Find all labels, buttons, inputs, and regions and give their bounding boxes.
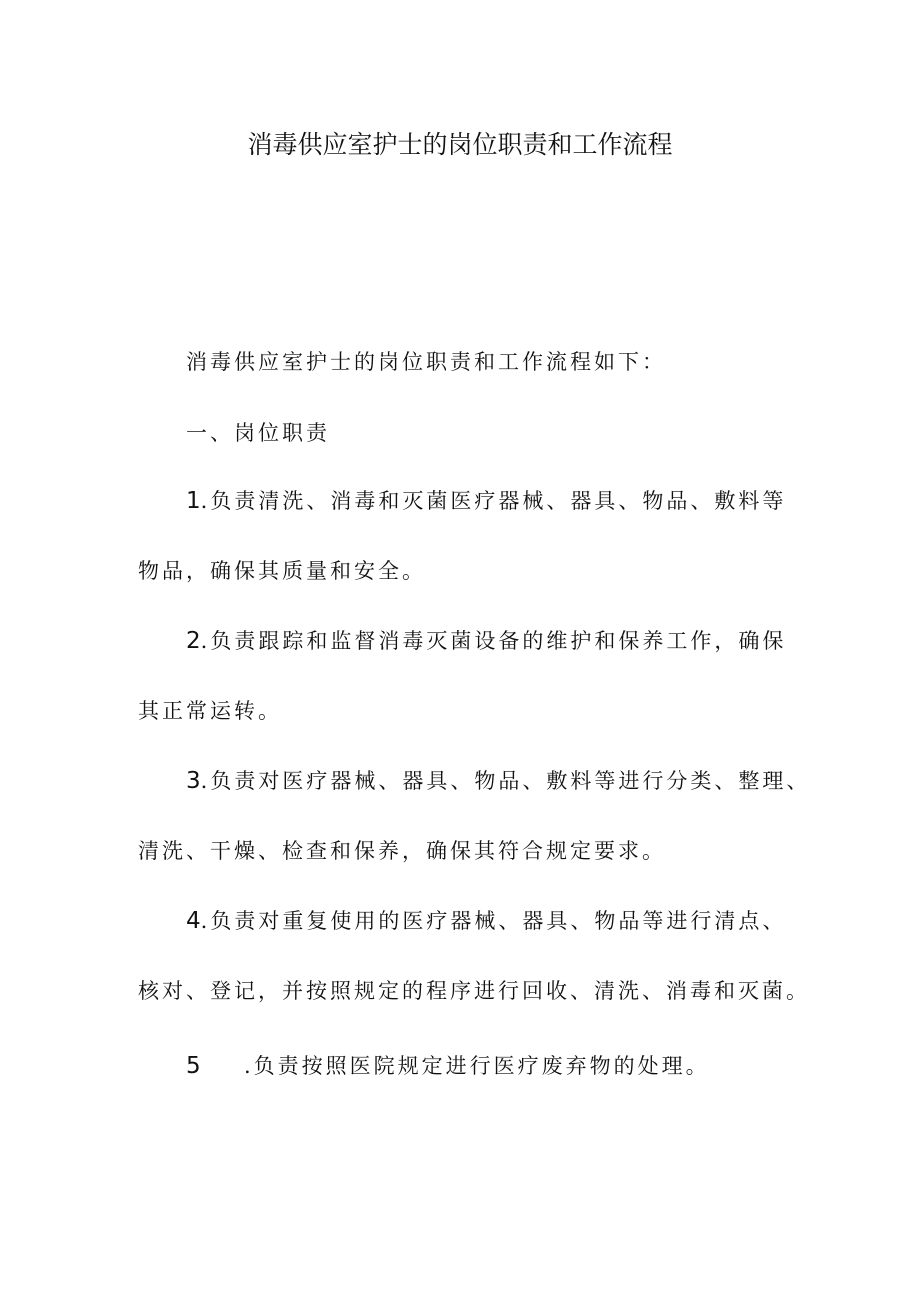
list-item-2-line-1 <box>186 626 786 656</box>
list-item-text: .负责对重复使用的医疗器械、器具、物品等进行清点、 <box>200 909 787 933</box>
list-item-text: .负责清洗、消毒和灭菌医疗器械、器具、物品、敷料等 <box>200 489 787 513</box>
section-heading: 一、岗位职责 <box>186 421 330 445</box>
list-item-5-line-1 <box>186 1051 710 1081</box>
list-item-text: .负责按照医院规定进行医疗废弃物的处理。 <box>244 1054 710 1078</box>
document-title: 消毒供应室护士的岗位职责和工作流程 <box>247 130 673 159</box>
list-item-4-line-1 <box>186 906 786 936</box>
list-item-number: 2 <box>186 628 201 654</box>
list-item-number: 3 <box>186 768 201 794</box>
list-item-number: 1 <box>186 488 201 514</box>
list-item-text: .负责跟踪和监督消毒灭菌设备的维护和保养工作，确保 <box>200 629 787 653</box>
list-item-3-line-2: 清洗、干燥、检查和保养，确保其符合规定要求。 <box>138 839 666 863</box>
list-item-number: 4 <box>186 908 201 934</box>
list-item-4-line-2: 核对、登记，并按照规定的程序进行回收、清洗、消毒和灭菌。 <box>138 979 810 1003</box>
intro-paragraph: 消毒供应室护士的岗位职责和工作流程如下： <box>186 350 666 374</box>
list-item-1-line-1 <box>186 486 786 516</box>
list-item-2-line-2: 其正常运转。 <box>138 699 282 723</box>
list-item-number: 5 <box>186 1053 201 1079</box>
list-item-3-line-1 <box>186 766 810 796</box>
list-item-1-line-2: 物品，确保其质量和安全。 <box>138 559 426 583</box>
list-item-text: .负责对医疗器械、器具、物品、敷料等进行分类、整理、 <box>200 769 811 793</box>
